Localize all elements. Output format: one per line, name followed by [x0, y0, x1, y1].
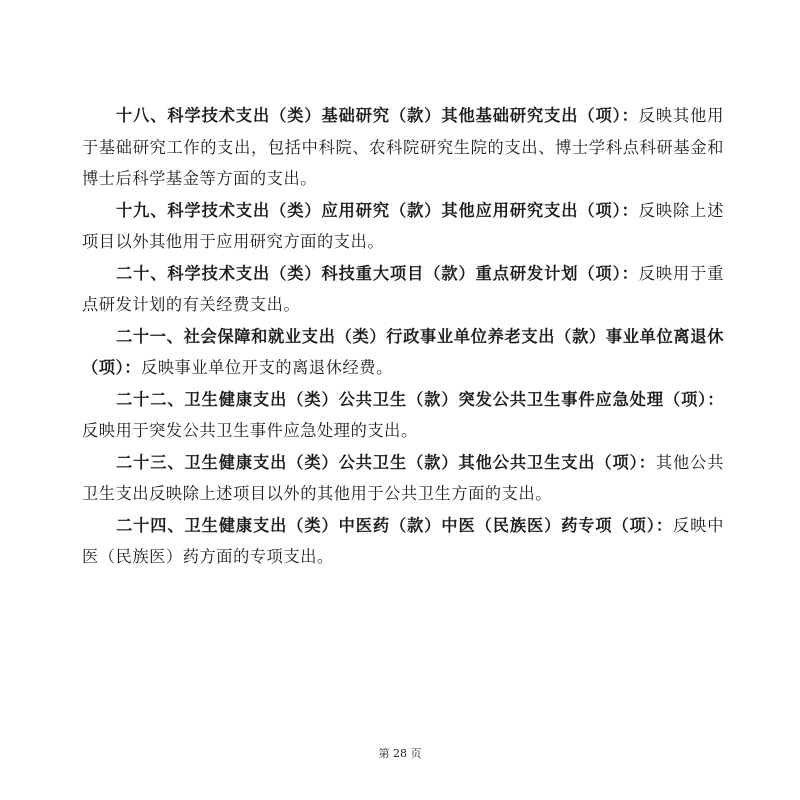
paragraph-item-19 — [82, 195, 724, 258]
paragraph-text: 反映事业单位开支的离退休经费。 — [141, 358, 393, 377]
paragraph-heading: 二十一、社会保障和就业支出（类）行政事业单位养老支出（款）事业单位离退休（项）： — [82, 326, 724, 377]
paragraph-heading: 二十二、卫生健康支出（类）公共卫生（款）突发公共卫生事件应急处理（项）： — [116, 389, 724, 409]
paragraph-heading: 二十、科学技术支出（类）科技重大项目（款）重点研发计划（项）： — [116, 263, 639, 283]
paragraph-item-18 — [82, 100, 724, 195]
paragraph-item-23 — [82, 447, 724, 510]
paragraph-text: 反映除上述项目以外其他用于应用研究方面的支出。 — [82, 200, 724, 251]
paragraph-text: 其他公共卫生支出反映除上述项目以外的其他用于公共卫生方面的支出。 — [82, 452, 724, 503]
paragraph-text: 反映中医（民族医）药方面的专项支出。 — [82, 515, 724, 566]
paragraph-item-20 — [82, 258, 724, 321]
paragraph-text: 反映用于重点研发计划的有关经费支出。 — [82, 263, 724, 314]
paragraph-item-24 — [82, 510, 724, 573]
paragraph-text: 反映其他用于基础研究工作的支出，包括中科院、农科院研究生院的支出、博士学科点科研基金和博士后科学基金等方面的支出。 — [82, 106, 724, 188]
paragraph-heading: 十九、科学技术支出（类）应用研究（款）其他应用研究支出（项）： — [116, 200, 639, 220]
document-body — [82, 100, 724, 573]
page-number: 第 28 页 — [378, 747, 422, 760]
paragraph-text: 反映用于突发公共卫生事件应急处理的支出。 — [82, 421, 418, 440]
paragraph-heading: 十八、科学技术支出（类）基础研究（款）其他基础研究支出（项）： — [116, 106, 639, 125]
paragraph-heading: 二十四、卫生健康支出（类）中医药（款）中医（民族医）药专项（项）： — [116, 515, 673, 535]
paragraph-item-22 — [82, 384, 724, 447]
paragraph-heading: 二十三、卫生健康支出（类）公共卫生（款）其他公共卫生支出（项）： — [116, 452, 656, 472]
paragraph-item-21 — [82, 321, 724, 384]
